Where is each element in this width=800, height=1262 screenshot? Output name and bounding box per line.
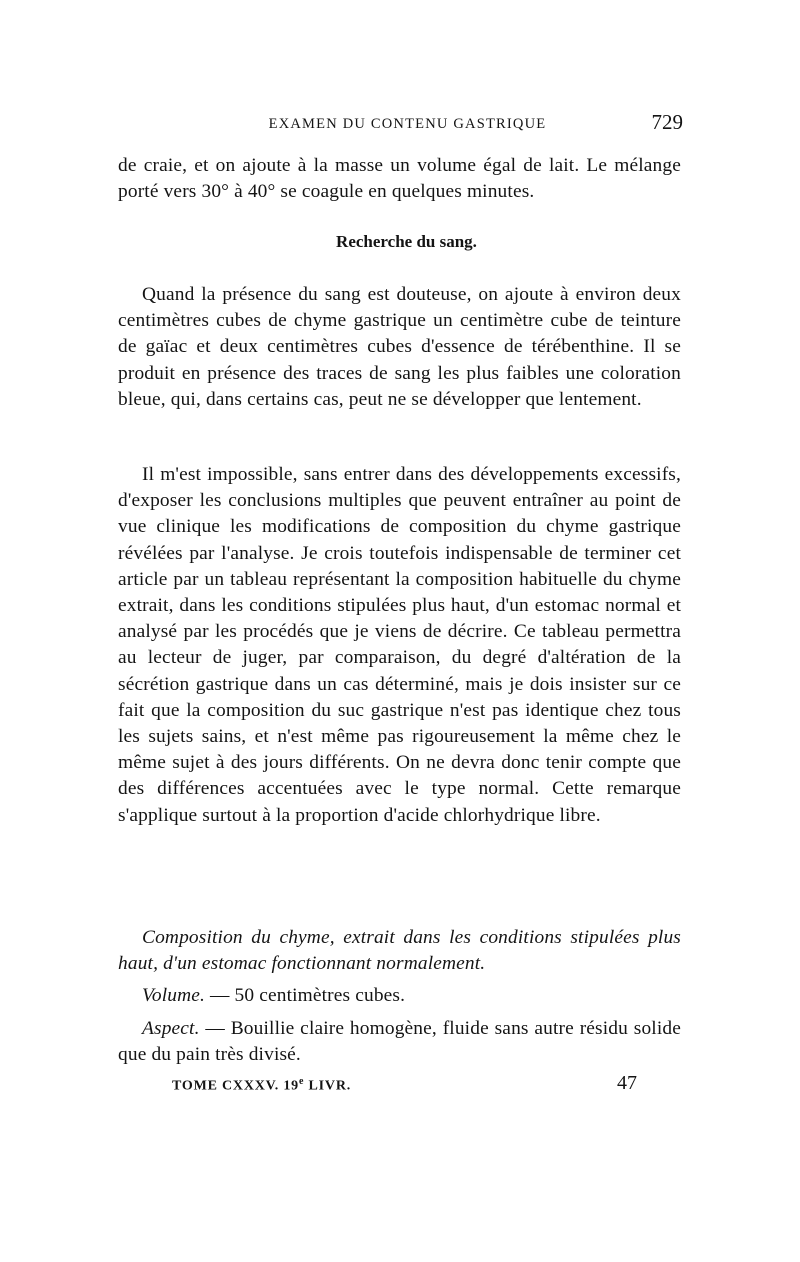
aspect-line <box>118 1016 681 1068</box>
volume-value: — 50 centimètres cubes. <box>204 985 406 1006</box>
volume-line <box>118 983 681 1009</box>
aspect-value: — Bouillie claire homogène, fluide sans autre résidu solide que du pain très divisé. <box>118 1018 681 1066</box>
volume-label: Volume. <box>142 985 205 1006</box>
page-footer <box>118 1070 681 1100</box>
blood-test-paragraph: Quand la présence du sang est douteuse, on ajoute à environ deux centimètres cubes de chyme gastrique un centimètre cube de teinture de gaïac et deux centimètres cubes d'essence de térébenthine. Il se produit en présence des traces de sang les plus faibles une coloration bleue, qui, dans certains cas, peut ne se développer que lentement. <box>118 284 681 410</box>
signature-suffix: LIVR. <box>304 1078 352 1094</box>
aspect-label: Aspect. <box>142 1018 200 1039</box>
page-number: 729 <box>651 110 683 134</box>
sheet-number: 47 <box>617 1072 637 1094</box>
composition-caption: Composition du chyme, extrait dans les conditions stipulées plus haut, d'un estomac fonctionnant normalement. <box>118 927 681 975</box>
signature-superscript: e <box>298 1076 305 1087</box>
running-title: EXAMEN DU CONTENU GASTRIQUE <box>268 116 547 132</box>
intro-paragraph: de craie, et on ajoute à la masse un volume égal de lait. Le mélange porté vers 30° à 40° se coagule en quelques minutes. <box>118 155 681 203</box>
signature-prefix: TOME CXXXV. 19 <box>172 1078 299 1094</box>
printer-signature <box>172 1076 351 1095</box>
section-heading: Recherche du sang. <box>336 232 477 251</box>
main-paragraph: Il m'est impossible, sans entrer dans des développements excessifs, d'exposer les conclusions multiples que peuvent entraîner au point de vue clinique les modifications de composition du chyme gastrique révélées par l'analyse. Je crois toutefois indispensable de terminer cet article par un tableau représentant la composition habituelle du chyme extrait, dans les conditions stipulées plus haut, d'un estomac normal et analysé par les procédés que je viens de décrire. Ce tableau permettra au lecteur de juger, par comparaison, du degré d'altération de la sécrétion gastrique dans un cas déterminé, mais je dois insister sur ce fait que la composition du suc gastrique n'est pas identique chez tous les sujets sains, et n'est même pas rigoureusement la même chez le même sujet à des jours différents. On ne devra donc tenir compte que des différences accentuées avec le type normal. Cette remarque s'applique surtout à la proportion d'acide chlorhydrique libre. <box>118 464 681 826</box>
page-header <box>118 108 683 138</box>
